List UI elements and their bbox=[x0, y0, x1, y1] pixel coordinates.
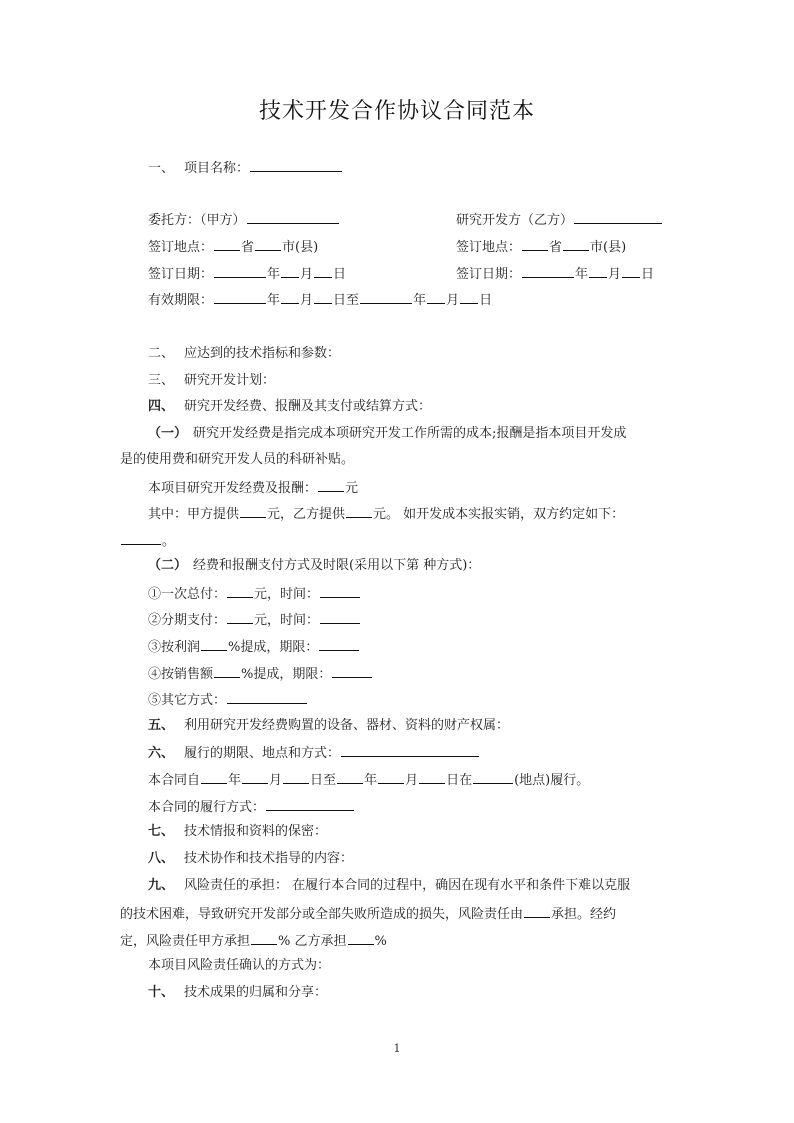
term-field[interactable] bbox=[332, 665, 372, 678]
validity-period-line bbox=[148, 291, 492, 309]
payment-option-2 bbox=[148, 611, 361, 629]
risk-confirm-line bbox=[148, 958, 330, 974]
option-label: ③按利润 bbox=[148, 640, 201, 655]
method-label: 本合同的履行方式： bbox=[148, 800, 266, 815]
sign-place-label: 签订地点： bbox=[456, 240, 522, 255]
city-label: 市(县) bbox=[590, 240, 627, 255]
paragraph-text: 承担。经约 bbox=[551, 907, 617, 922]
percent-field[interactable] bbox=[214, 665, 240, 678]
split-suffix: 元。 如开发成本实报实销，双方约定如下： bbox=[373, 507, 625, 522]
city-label: 市(县) bbox=[282, 240, 319, 255]
left-sign-place-line bbox=[148, 238, 318, 256]
section-4 bbox=[148, 399, 431, 415]
project-name-field[interactable] bbox=[250, 159, 342, 172]
developer-label: 研究开发方（乙方） bbox=[456, 213, 574, 228]
fee-label: 本项目研究开发经费及报酬： bbox=[148, 481, 318, 496]
year-field[interactable] bbox=[214, 265, 266, 278]
section-number: 二、 bbox=[148, 346, 175, 361]
subsection-number: （一） bbox=[148, 426, 188, 441]
period-suffix: (地点)履行。 bbox=[514, 773, 590, 788]
agreement-field[interactable] bbox=[121, 532, 161, 545]
month-label: 月 bbox=[269, 773, 283, 788]
start-year-field[interactable] bbox=[201, 771, 227, 784]
paragraph-text: 是的使用费和研究开发人员的科研补贴。 bbox=[120, 452, 355, 467]
section-heading: 研究开发计划： bbox=[184, 373, 276, 388]
start-month-field[interactable] bbox=[281, 291, 299, 304]
section-6 bbox=[148, 744, 480, 762]
developer-party-line bbox=[456, 211, 663, 229]
end-year-field[interactable] bbox=[337, 771, 363, 784]
fee-split-line bbox=[148, 505, 624, 523]
end-day-field[interactable] bbox=[419, 771, 445, 784]
performance-method-line bbox=[148, 798, 355, 816]
client-party-line bbox=[148, 211, 340, 229]
paragraph-text: 风险责任的承担： 在履行本合同的过程中，确因在现有水平和条件下难以克服 bbox=[184, 878, 631, 893]
section-5 bbox=[148, 718, 509, 734]
payment-option-3 bbox=[148, 638, 360, 656]
subsection-number: （二） bbox=[148, 558, 188, 573]
section-number: 五、 bbox=[148, 718, 175, 733]
client-name-field[interactable] bbox=[247, 211, 339, 224]
day-field[interactable] bbox=[622, 265, 640, 278]
sign-place-label: 签订地点： bbox=[148, 240, 214, 255]
section-number: 三、 bbox=[148, 373, 175, 388]
section-heading: 研究开发经费、报酬及其支付或结算方式： bbox=[184, 399, 432, 414]
section-heading: 技术成果的归属和分享： bbox=[184, 985, 328, 1000]
start-day-field[interactable] bbox=[314, 291, 332, 304]
province-field[interactable] bbox=[522, 238, 548, 251]
year-label: 年 bbox=[413, 293, 427, 308]
time-field[interactable] bbox=[320, 585, 360, 598]
section-3 bbox=[148, 373, 275, 389]
section-9-line3 bbox=[120, 932, 387, 950]
amount-field[interactable] bbox=[227, 611, 253, 624]
month-label: 月 bbox=[446, 293, 460, 308]
section-number: 七、 bbox=[148, 824, 175, 839]
end-month-field[interactable] bbox=[427, 291, 445, 304]
right-sign-place-line bbox=[456, 238, 626, 256]
section-9-line1 bbox=[148, 878, 630, 894]
paragraph-text: 本项目风险责任确认的方式为： bbox=[148, 958, 331, 973]
section-number: 六、 bbox=[148, 746, 175, 761]
year-label: 年 bbox=[267, 293, 281, 308]
split-prefix: 其中：甲方提供 bbox=[148, 507, 240, 522]
other-method-field[interactable] bbox=[227, 691, 307, 704]
section-10 bbox=[148, 985, 327, 1001]
section-heading: 技术情报和资料的保密： bbox=[184, 824, 328, 839]
year-field[interactable] bbox=[522, 265, 574, 278]
section-number: 八、 bbox=[148, 851, 175, 866]
option-unit: %提成，期限： bbox=[241, 667, 332, 682]
section-heading: 应达到的技术指标和参数： bbox=[184, 346, 341, 361]
option-unit: 元，时间： bbox=[254, 613, 320, 628]
city-field[interactable] bbox=[255, 238, 281, 251]
month-label: 月 bbox=[300, 267, 314, 282]
paragraph-text: 研究开发经费是指完成本项研究开发工作所需的成本;报酬是指本项目开发成 bbox=[193, 426, 627, 441]
section-heading: 技术协作和技术指导的内容： bbox=[184, 851, 354, 866]
developer-name-field[interactable] bbox=[574, 211, 662, 224]
day-to-label: 日至 bbox=[310, 773, 337, 788]
term-field[interactable] bbox=[319, 638, 359, 651]
day-label: 日 bbox=[641, 267, 655, 282]
party-b-risk-percent-field[interactable] bbox=[348, 932, 374, 945]
month-label: 月 bbox=[300, 293, 314, 308]
period-prefix: 本合同自 bbox=[148, 773, 201, 788]
province-field[interactable] bbox=[214, 238, 240, 251]
option-unit: 元，时间： bbox=[254, 587, 320, 602]
start-day-field[interactable] bbox=[283, 771, 309, 784]
option-label: ①一次总付： bbox=[148, 587, 227, 602]
agreement-line bbox=[120, 532, 175, 550]
day-label: 日 bbox=[333, 267, 347, 282]
payment-option-1 bbox=[148, 585, 361, 603]
page-number: 1 bbox=[393, 1042, 401, 1055]
location-field[interactable] bbox=[473, 771, 513, 784]
fee-line bbox=[148, 479, 358, 497]
province-label: 省 bbox=[241, 240, 255, 255]
year-label: 年 bbox=[228, 773, 242, 788]
day-field[interactable] bbox=[314, 265, 332, 278]
month-field[interactable] bbox=[281, 265, 299, 278]
fee-amount-field[interactable] bbox=[318, 479, 344, 492]
left-sign-date-line bbox=[148, 265, 346, 283]
section-number: 十、 bbox=[148, 985, 175, 1000]
province-label: 省 bbox=[549, 240, 563, 255]
risk-bearer-field[interactable] bbox=[524, 905, 550, 918]
start-month-field[interactable] bbox=[242, 771, 268, 784]
start-year-field[interactable] bbox=[214, 291, 266, 304]
section-heading: 利用研究开发经费购置的设备、器材、资料的财产权属： bbox=[184, 718, 510, 733]
client-label: 委托方：（甲方） bbox=[148, 213, 246, 228]
section-4-1-line1 bbox=[148, 426, 626, 442]
city-field[interactable] bbox=[563, 238, 589, 251]
section-9-line2 bbox=[120, 905, 616, 923]
year-label: 年 bbox=[364, 773, 378, 788]
section-number: 一、 bbox=[148, 161, 175, 176]
paragraph-text: 定，风险责任甲方承担 bbox=[120, 934, 251, 949]
percent-field[interactable] bbox=[201, 638, 227, 651]
day-label: 日 bbox=[479, 293, 493, 308]
performance-field[interactable] bbox=[341, 744, 479, 757]
party-a-amount-field[interactable] bbox=[240, 505, 266, 518]
method-field[interactable] bbox=[266, 798, 354, 811]
section-1-project-name bbox=[148, 159, 343, 177]
month-field[interactable] bbox=[589, 265, 607, 278]
year-label: 年 bbox=[267, 267, 281, 282]
sign-date-label: 签订日期： bbox=[148, 267, 214, 282]
end-year-field[interactable] bbox=[360, 291, 412, 304]
section-number: 四、 bbox=[148, 399, 175, 414]
end-day-field[interactable] bbox=[460, 291, 478, 304]
split-mid: 元，乙方提供 bbox=[267, 507, 346, 522]
payment-option-5 bbox=[148, 691, 308, 709]
paragraph-text: % 乙方承担 bbox=[278, 934, 347, 949]
payment-option-4 bbox=[148, 665, 373, 683]
paragraph-text: 经费和报酬支付方式及时限(采用以下第 种方式)： bbox=[193, 558, 481, 573]
month-label: 月 bbox=[405, 773, 419, 788]
month-label: 月 bbox=[608, 267, 622, 282]
party-b-amount-field[interactable] bbox=[346, 505, 372, 518]
end-month-field[interactable] bbox=[378, 771, 404, 784]
time-field[interactable] bbox=[320, 611, 360, 624]
sign-date-label: 签订日期： bbox=[456, 267, 522, 282]
section-4-1-line2 bbox=[120, 452, 354, 468]
document-title: 技术开发合作协议合同范本 bbox=[258, 99, 535, 124]
performance-period-line bbox=[148, 771, 589, 789]
project-name-label: 项目名称： bbox=[184, 161, 250, 176]
option-unit: %提成，期限： bbox=[228, 640, 319, 655]
paragraph-text: 的技术困难，导致研究开发部分或全部失败所造成的损失，风险责任由 bbox=[120, 907, 524, 922]
day-to-label: 日至 bbox=[333, 293, 360, 308]
validity-label: 有效期限： bbox=[148, 293, 214, 308]
option-label: ⑤其它方式： bbox=[148, 693, 227, 708]
year-label: 年 bbox=[575, 267, 589, 282]
right-sign-date-line bbox=[456, 265, 654, 283]
section-8 bbox=[148, 851, 353, 867]
option-label: ②分期支付： bbox=[148, 613, 227, 628]
period: 。 bbox=[162, 534, 176, 549]
day-at-label: 日在 bbox=[446, 773, 473, 788]
section-number: 九、 bbox=[148, 878, 175, 893]
unit-label: 元 bbox=[345, 481, 359, 496]
option-label: ④按销售额 bbox=[148, 667, 214, 682]
paragraph-text: % bbox=[374, 934, 387, 949]
section-4-2 bbox=[148, 558, 480, 574]
section-heading: 履行的期限、地点和方式： bbox=[184, 746, 341, 761]
section-2 bbox=[148, 346, 340, 362]
party-a-risk-percent-field[interactable] bbox=[251, 932, 277, 945]
amount-field[interactable] bbox=[227, 585, 253, 598]
section-7 bbox=[148, 824, 327, 840]
